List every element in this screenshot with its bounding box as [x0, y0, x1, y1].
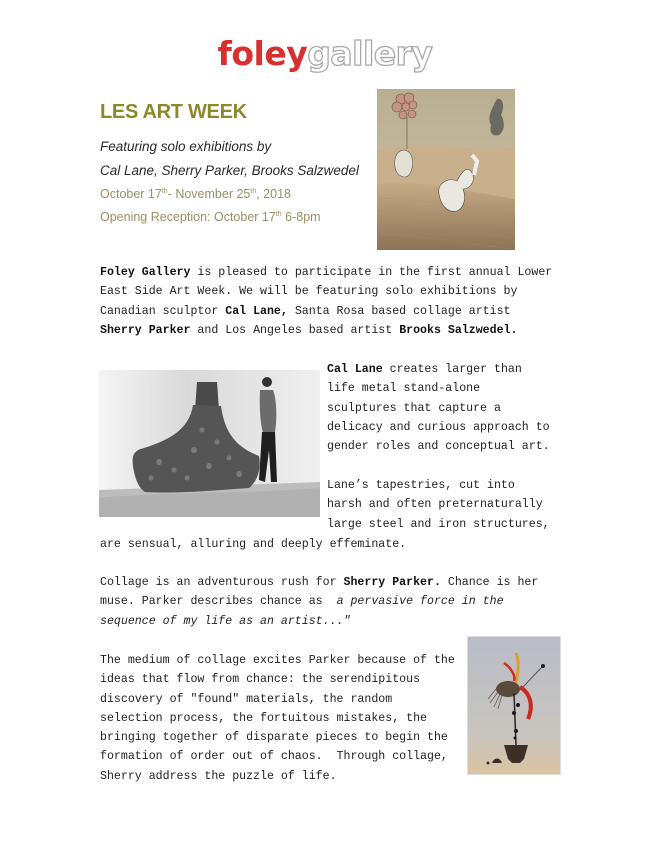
paragraph-text: selection process, the fortuitous mistakes, the	[100, 711, 427, 725]
paragraph-text: discovery of "found" materials, the random	[100, 692, 393, 706]
tapestries-paragraph-end: are sensual, alluring and deeply effeminate.	[100, 538, 407, 551]
artist-name: Cal Lane	[327, 363, 383, 376]
paragraph-text: Collage is an adventurous rush for	[100, 576, 344, 589]
exhibition-dates	[100, 187, 291, 201]
date-start: October 17	[100, 187, 162, 201]
opening-reception	[100, 210, 321, 224]
artists-line: Cal Lane, Sherry Parker, Brooks Salzwedel	[100, 163, 359, 178]
logo-foley: foley	[217, 34, 308, 73]
paragraph-text: ideas that flow from chance: the serendipitous	[100, 673, 421, 687]
intro-text: Canadian sculptor	[100, 304, 226, 318]
date-year: , 2018	[256, 187, 291, 201]
gallery-logo	[0, 34, 650, 74]
intro-text: and Los Angeles based artist	[190, 323, 400, 337]
paragraph-text: Lane’s tapestries, cut into	[327, 479, 515, 492]
sherry-parker-paragraph	[100, 573, 538, 631]
reception-time: 6-8pm	[281, 210, 321, 224]
paragraph-text: life metal stand-alone	[327, 382, 481, 396]
paragraph-text: harsh and often preternaturally	[327, 498, 543, 512]
intro-text: East Side Art Week. We will be featuring solo exhibitions by	[100, 285, 518, 299]
date-end-sup: th	[250, 188, 257, 195]
intro-paragraph	[100, 263, 552, 340]
sherry-parker-collage-image	[467, 636, 561, 775]
paragraph-text: Chance is her	[440, 576, 539, 589]
paragraph-text: formation of order out of chaos. Through collage,	[100, 750, 448, 764]
reception-date: Opening Reception: October 17	[100, 210, 276, 224]
tapestries-paragraph	[327, 476, 550, 534]
artist-name: Sherry Parker.	[343, 576, 441, 589]
reception-sup: th	[275, 211, 282, 218]
quote-text: sequence of my life as an artist..."	[100, 614, 351, 628]
paragraph-text: bringing together of disparate pieces to begin the	[100, 731, 448, 745]
collage-paragraph	[100, 651, 455, 786]
paragraph-text: gender roles and conceptual art.	[327, 440, 550, 454]
paragraph-text: Sherry address the puzzle of life.	[100, 769, 337, 783]
date-end: - November 25	[167, 187, 251, 201]
cal-lane-paragraph	[327, 360, 550, 456]
page-title: LES ART WEEK	[100, 101, 247, 123]
artist-sherry-parker: Sherry Parker	[100, 323, 191, 337]
paragraph-text: muse. Parker describes chance as	[100, 595, 337, 609]
paragraph-text: delicacy and curious approach to	[327, 420, 550, 434]
paragraph-text: creates larger than	[382, 363, 522, 376]
intro-text: is pleased to participate in the first annual Lower	[190, 266, 553, 279]
paragraph-text: large steel and iron structures,	[327, 517, 550, 531]
logo-gallery: gallery	[307, 34, 433, 73]
gallery-name: Foley Gallery	[100, 266, 191, 279]
paragraph-text: sculptures that capture a	[327, 401, 501, 415]
artist-brooks-salzwedel: Brooks Salzwedel.	[399, 323, 518, 337]
cal-lane-sculpture-image	[99, 370, 320, 517]
date-start-sup: th	[161, 188, 168, 195]
paragraph-text: The medium of collage excites Parker because of the	[100, 654, 455, 667]
intro-text: Santa Rosa based collage artist	[287, 304, 511, 318]
artwork-desert-image	[377, 89, 515, 250]
featuring-line: Featuring solo exhibitions by	[100, 139, 272, 154]
artist-cal-lane: Cal Lane,	[225, 304, 288, 318]
quote-text: a pervasive force in the	[336, 595, 504, 609]
